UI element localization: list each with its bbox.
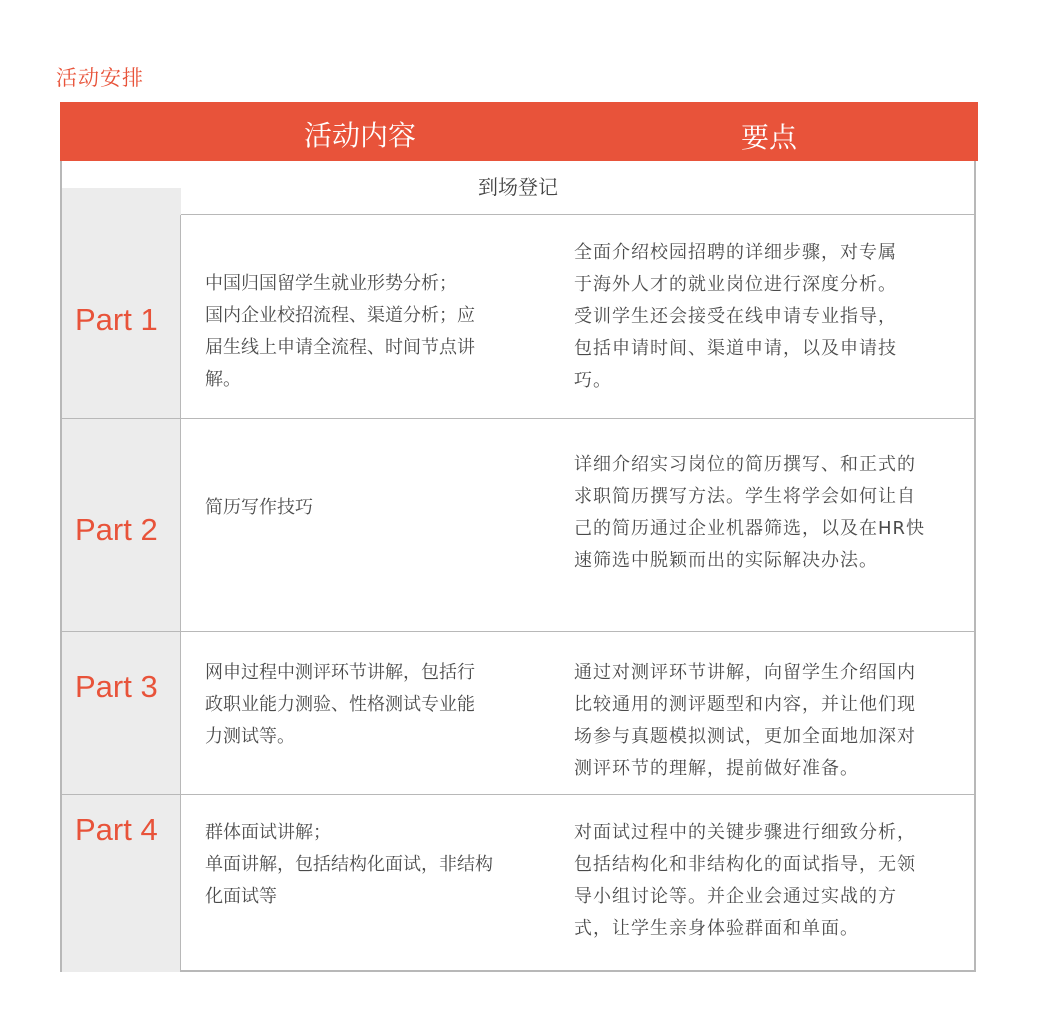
label-column-stub bbox=[62, 188, 181, 215]
content-cell bbox=[205, 817, 535, 913]
content-line: 政职业能力测验、性格测试专业能 bbox=[205, 694, 475, 715]
part-label: Part 2 bbox=[75, 512, 158, 547]
part-label-cell bbox=[62, 419, 181, 631]
key-point-line: 比较通用的测评题型和内容，并让他们现 bbox=[574, 694, 916, 715]
key-point-line: 于海外人才的就业岗位进行深度分析。 bbox=[574, 274, 897, 295]
key-point-line: 导小组讨论等。并企业会通过实战的方 bbox=[574, 886, 897, 907]
key-point-line: 对面试过程中的关键步骤进行细致分析， bbox=[574, 822, 916, 843]
table-row bbox=[62, 795, 974, 972]
key-point-line: 通过对测评环节讲解，向留学生介绍国内 bbox=[574, 662, 916, 683]
content-line: 网申过程中测评环节讲解，包括行 bbox=[205, 662, 475, 683]
content-line: 简历写作技巧 bbox=[205, 497, 313, 518]
key-points-cell bbox=[574, 657, 959, 785]
header-key-points: 要点 bbox=[741, 121, 798, 154]
content-line: 届生线上申请全流程、时间节点讲 bbox=[205, 337, 475, 358]
content-line: 群体面试讲解； bbox=[205, 822, 331, 843]
key-point-line: 详细介绍实习岗位的简历撰写、和正式的 bbox=[574, 454, 916, 475]
content-cell bbox=[205, 268, 535, 396]
content-cell bbox=[205, 657, 535, 753]
key-point-line: 式，让学生亲身体验群面和单面。 bbox=[574, 918, 859, 939]
part-label: Part 3 bbox=[75, 669, 158, 704]
key-point-line: 巧。 bbox=[574, 370, 612, 391]
key-point-line: 己的简历通过企业机器筛选，以及在HR快 bbox=[574, 518, 926, 539]
content-line: 解。 bbox=[205, 369, 241, 390]
header-content: 活动内容 bbox=[304, 119, 417, 152]
table-row bbox=[62, 632, 974, 795]
section-title: 活动安排 bbox=[56, 66, 144, 90]
content-line: 中国归国留学生就业形势分析； bbox=[205, 273, 457, 294]
key-point-line: 速筛选中脱颖而出的实际解决办法。 bbox=[574, 550, 878, 571]
key-point-line: 全面介绍校园招聘的详细步骤，对专属 bbox=[574, 242, 897, 263]
key-point-line: 求职简历撰写方法。学生将学会如何让自 bbox=[574, 486, 916, 507]
schedule-table bbox=[60, 102, 976, 972]
key-point-line: 场参与真题模拟测试，更加全面地加深对 bbox=[574, 726, 916, 747]
table-row bbox=[62, 419, 974, 632]
content-line: 力测试等。 bbox=[205, 726, 295, 747]
checkin-row: 到场登记 bbox=[62, 161, 974, 215]
content-line: 单面讲解，包括结构化面试，非结构 bbox=[205, 854, 493, 875]
part-label: Part 1 bbox=[75, 302, 158, 337]
part-label-cell bbox=[62, 795, 181, 972]
key-points-cell bbox=[574, 817, 959, 945]
part-label-cell bbox=[62, 632, 181, 794]
table-row bbox=[62, 215, 974, 419]
key-point-line: 包括申请时间、渠道申请，以及申请技 bbox=[574, 338, 897, 359]
content-line: 化面试等 bbox=[205, 886, 277, 907]
content-cell bbox=[205, 492, 535, 524]
key-points-cell bbox=[574, 449, 959, 577]
key-point-line: 测评环节的理解，提前做好准备。 bbox=[574, 758, 859, 779]
table-header bbox=[60, 102, 978, 161]
content-line: 国内企业校招流程、渠道分析；应 bbox=[205, 305, 475, 326]
part-label-cell bbox=[62, 215, 181, 418]
part-label: Part 4 bbox=[75, 812, 158, 847]
key-point-line: 包括结构化和非结构化的面试指导，无领 bbox=[574, 854, 916, 875]
key-point-line: 受训学生还会接受在线申请专业指导， bbox=[574, 306, 897, 327]
key-points-cell bbox=[574, 237, 959, 397]
